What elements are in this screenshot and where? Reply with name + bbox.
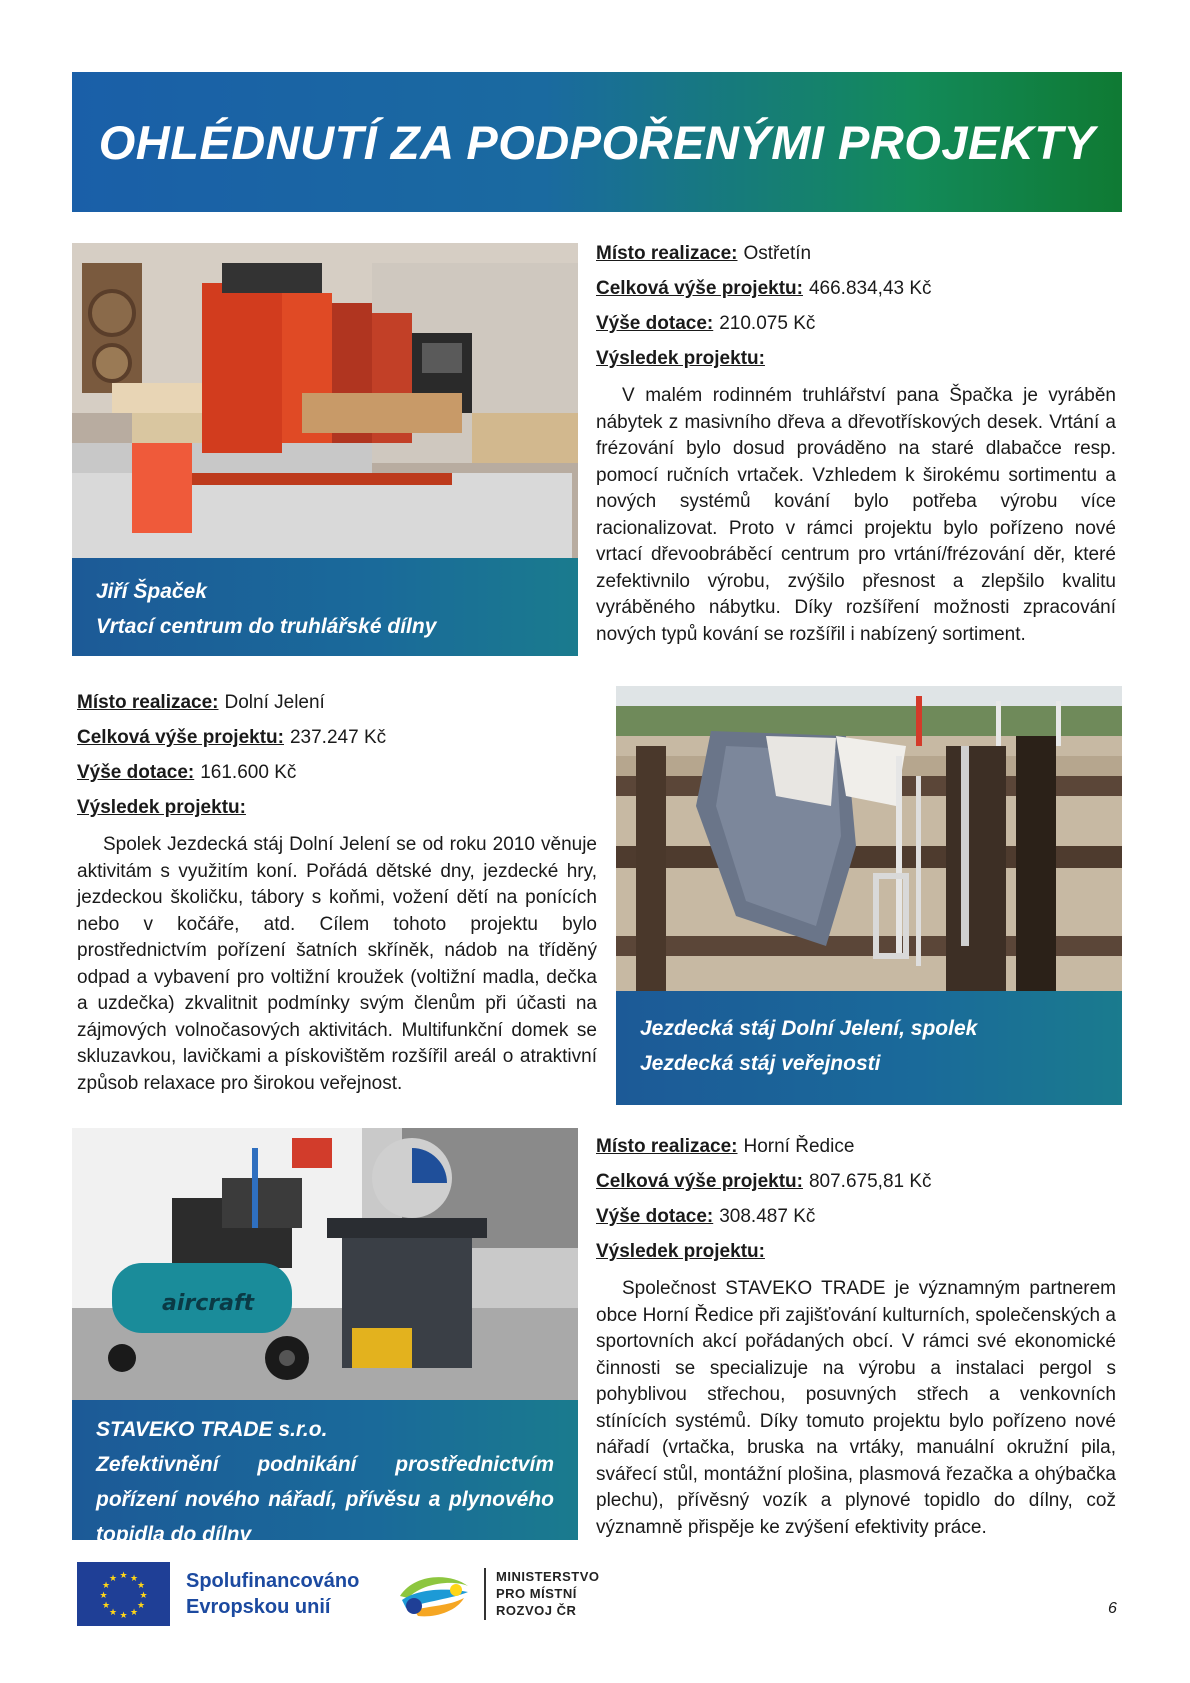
eu-flag-icon — [77, 1562, 170, 1626]
total-value: 237.247 Kč — [289, 727, 387, 749]
subsidy-value: 161.600 Kč — [200, 762, 297, 784]
total-label: Celková výše projektu: — [77, 727, 284, 749]
eu-cofinanced-text — [186, 1568, 359, 1620]
subsidy-row — [596, 307, 1116, 342]
subsidy-row — [596, 1200, 1116, 1235]
project-description: Společnost STAVEKO TRADE je významným partnerem obce Horní Ředice při zajišťování kulturních, společenských a sportovních akcí pořádaných obcí. V rámci své ekonomické činnosti se specializuje na výrobu a instalaci pergol s pohyblivou střechou, posuvných střech a venkovních stínících systémů. Díky tomuto projektu bylo pořízeno nové nářadí (vrtačka, bruska na vrtáky, manuální okružní pila, svářecí stůl, montážní plošina, plasmová řezačka a ohýbačka plechu), přívěsný vozík a plynové topidlo do dílny, což významně přispěje ke zvýšení efektivity práce. — [596, 1278, 1116, 1538]
caption-title: Jezdecká stáj veřejnosti — [640, 1052, 881, 1075]
result-label: Výsledek projektu: — [77, 797, 246, 819]
subsidy-value: 210.075 Kč — [719, 313, 816, 335]
caption-name: Jiří Špaček — [96, 580, 207, 603]
total-row — [77, 721, 597, 756]
total-value: 807.675,81 Kč — [808, 1171, 932, 1193]
subsidy-label: Výše dotace: — [596, 1206, 714, 1228]
caption-name: Jezdecká stáj Dolní Jelení, spolek — [640, 1017, 978, 1040]
svg-text:★: ★ — [129, 1574, 139, 1584]
result-label: Výsledek projektu: — [596, 348, 765, 370]
total-row — [596, 272, 1116, 307]
svg-text:★: ★ — [119, 1611, 128, 1621]
location-label: Místo realizace: — [77, 692, 219, 714]
location-label: Místo realizace: — [596, 1136, 738, 1158]
compressor-brand-text: aircraft — [162, 1291, 255, 1316]
svg-text:★: ★ — [108, 1608, 118, 1618]
svg-text:★: ★ — [139, 1591, 148, 1601]
subsidy-value: 308.487 Kč — [719, 1206, 816, 1228]
caption-title: Vrtací centrum do truhlářské dílny — [96, 615, 437, 638]
result-row — [596, 342, 1116, 377]
location-row — [596, 237, 1116, 272]
page-title: OHLÉDNUTÍ ZA PODPOŘENÝMI PROJEKTY — [98, 115, 1096, 169]
photo-saddle-fence — [616, 686, 1122, 991]
subsidy-row — [77, 756, 597, 791]
svg-text:★: ★ — [119, 1571, 128, 1581]
eu-line-2: Evropskou unií — [186, 1596, 331, 1618]
project-info-2 — [77, 686, 597, 1097]
photo-compressor-workshop — [72, 1128, 578, 1400]
mmr-separator — [484, 1568, 486, 1620]
svg-text:★: ★ — [99, 1591, 108, 1601]
total-row — [596, 1165, 1116, 1200]
project-info-1 — [596, 237, 1116, 648]
mmr-name-text — [496, 1568, 600, 1619]
location-value: Ostřetín — [743, 243, 812, 265]
result-row — [596, 1235, 1116, 1270]
caption-project-2 — [616, 991, 1122, 1105]
subsidy-label: Výše dotace: — [77, 762, 195, 784]
result-label: Výsledek projektu: — [596, 1241, 765, 1263]
page-number: 6 — [1108, 1600, 1117, 1617]
svg-text:★: ★ — [101, 1581, 111, 1591]
location-label: Místo realizace: — [596, 243, 738, 265]
eu-line-1: Spolufinancováno — [186, 1570, 360, 1592]
mmr-line-1: MINISTERSTVO — [496, 1569, 600, 1584]
project-description: Spolek Jezdecká stáj Dolní Jelení se od roku 2010 věnuje aktivitám s využitím koní. Pořádá dětské dny, jezdecké hry, jezdeckou školičku, tábory s koňmi, vožení dětí na ponících nebo v kočáře, atd. Cílem tohoto projektu bylo prostřednictvím pořízení šatních skříněk, nádob na tříděný odpad a vybavení pro voltižní kroužek (voltižní madla, dečka a uzdečka) zkvalitnit podmínky svým členům při účasti na zájmových volnočasových aktivitách. Multifunkční domek se skluzavkou, lavičkami a pískovištěm rozšířil areál o atraktivní způsob relaxace pro širokou veřejnost. — [77, 834, 597, 1094]
page-banner — [72, 72, 1122, 212]
location-row — [596, 1130, 1116, 1165]
project-description: V malém rodinném truhlářství pana Špačka je vyráběn nábytek z masivního dřeva a dřevotřískových desek. Vrtání a frézování bylo dosud prováděno na staré dlabačce resp. pomocí ručních vrtaček. Vzhledem k širokému sortimentu a nových systémů kování bylo potřeba výrobu více racionalizovat. Proto v rámci projektu bylo pořízeno nové vrtací dřevoobráběcí centrum pro vrtání/frézování děr, které zefektivnilo výrobu, zvýšilo přesnost a zlepšilo kvalitu vyráběného nábytku. Díky rozšíření možnosti zpracování nových typů kování se rozšířil i nabízený sortiment. — [596, 385, 1116, 645]
caption-name: STAVEKO TRADE s.r.o. — [96, 1418, 328, 1441]
subsidy-label: Výše dotace: — [596, 313, 714, 335]
mmr-line-3: ROZVOJ ČR — [496, 1603, 577, 1618]
caption-project-1 — [72, 558, 578, 656]
caption-title: Zefektivnění podnikání prostřednictvím pořízení nového nářadí, přívěsu a plynového topidla do dílny — [96, 1453, 554, 1546]
result-row — [77, 791, 597, 826]
total-value: 466.834,43 Kč — [808, 278, 932, 300]
location-value: Horní Ředice — [743, 1136, 855, 1158]
location-value: Dolní Jelení — [224, 692, 325, 714]
mmr-line-2: PRO MÍSTNÍ — [496, 1586, 577, 1601]
svg-text:★: ★ — [136, 1601, 146, 1611]
caption-project-3 — [72, 1400, 578, 1546]
svg-text:★: ★ — [129, 1608, 139, 1618]
svg-text:★: ★ — [136, 1581, 146, 1591]
svg-text:★: ★ — [101, 1601, 111, 1611]
svg-text:★: ★ — [108, 1574, 118, 1584]
total-label: Celková výše projektu: — [596, 1171, 803, 1193]
photo-drilling-center — [72, 243, 578, 558]
project-info-3 — [596, 1130, 1116, 1541]
total-label: Celková výše projektu: — [596, 278, 803, 300]
location-row — [77, 686, 597, 721]
mmr-logo-icon — [394, 1566, 474, 1622]
